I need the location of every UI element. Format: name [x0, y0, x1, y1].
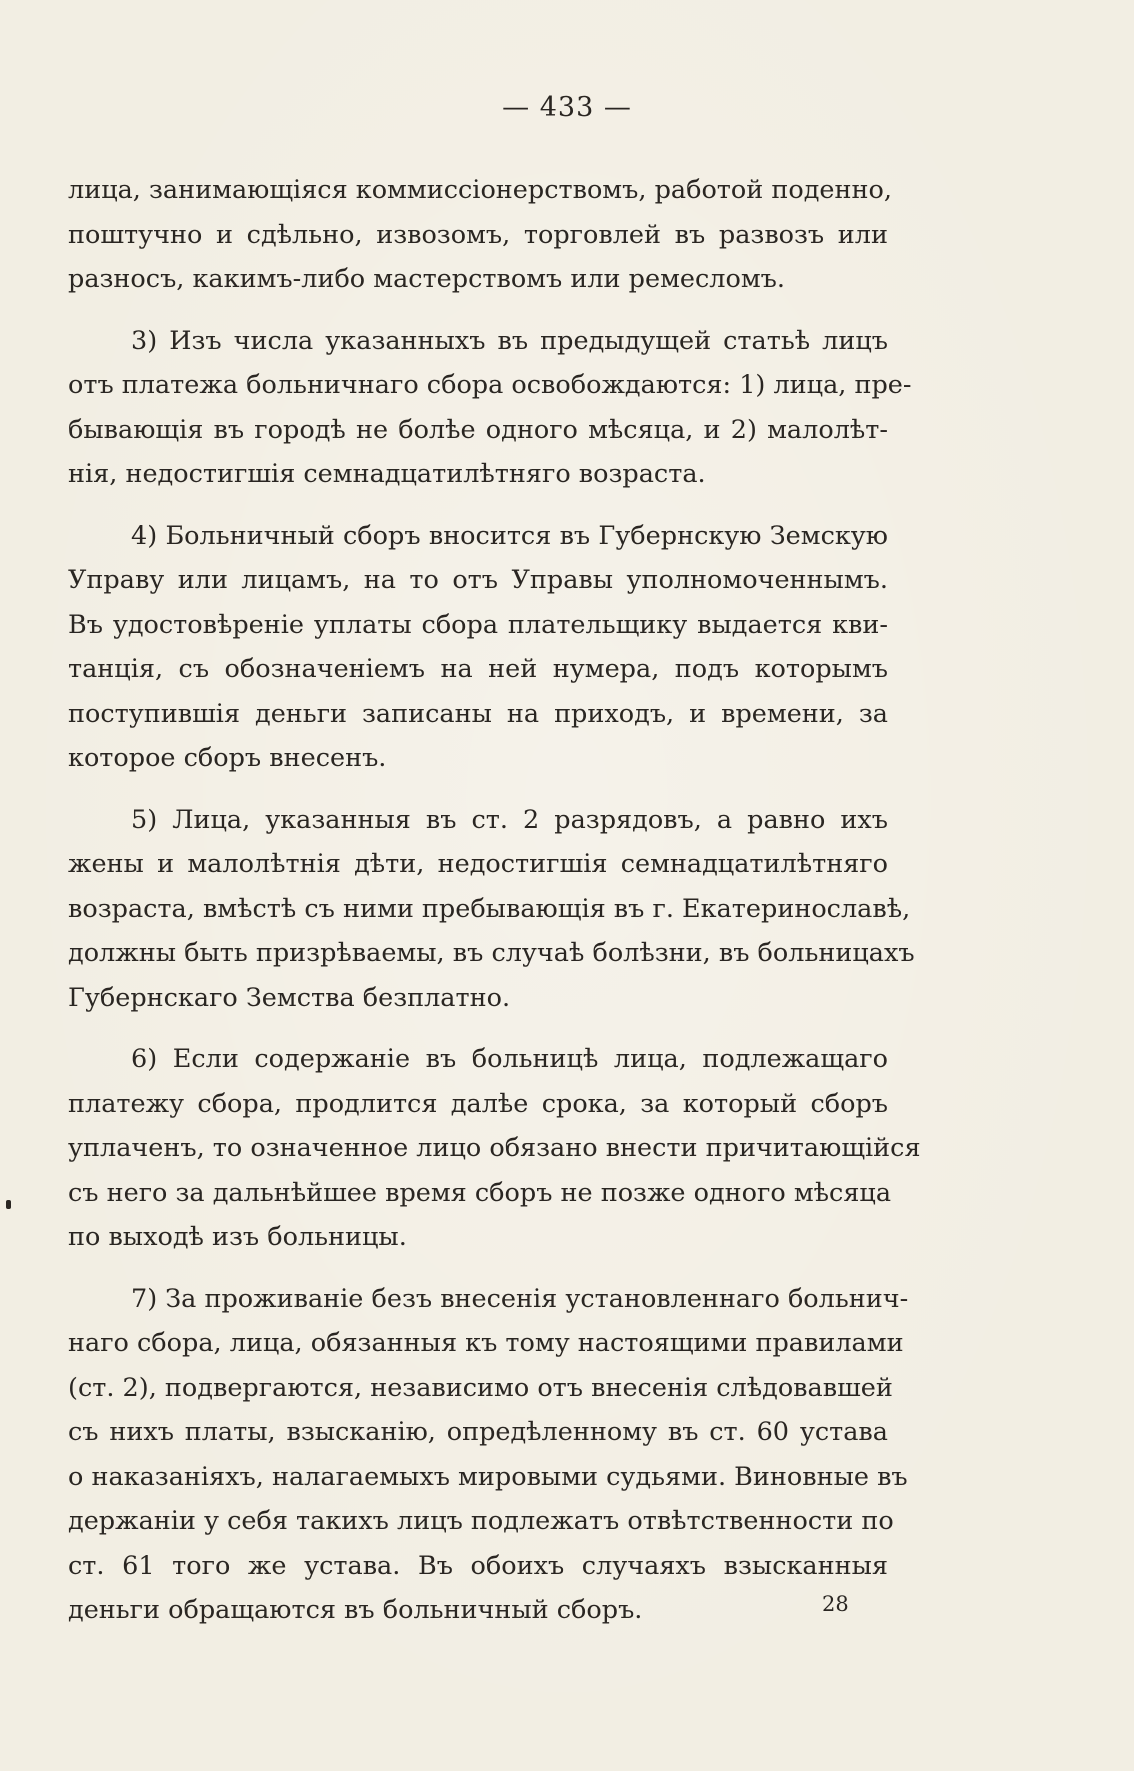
text-line: ст. 61 того же устава. Въ обоихъ случаяхъ взысканныя: [68, 1550, 888, 1581]
text-line: лица, занимающіяся коммиссіонерствомъ, работой поденно,: [68, 175, 892, 205]
page-number: — 433 —: [502, 92, 632, 123]
text-line: по выходѣ изъ больницы.: [68, 1222, 407, 1252]
text-line: 6) Если содержаніе въ больницѣ лица, подлежащаго: [131, 1044, 888, 1074]
text-line: разносъ, какимъ-либо мастерствомъ или ремесломъ.: [68, 264, 785, 294]
text-line: деньги обращаются въ больничный сборъ.: [68, 1595, 643, 1625]
text-line: о наказаніяхъ, налагаемыхъ мировыми судьями. Виновные въ: [68, 1461, 908, 1492]
text-line: 3) Изъ числа указанныхъ въ предыдущей статьѣ лицъ: [131, 325, 888, 356]
text-line: съ нихъ платы, взысканію, опредѣленному въ ст. 60 устава: [68, 1417, 888, 1447]
text-line: должны быть призрѣваемы, въ случаѣ болѣзни, въ больницахъ: [68, 938, 915, 968]
paragraph-7: [68, 1277, 909, 1633]
text-line: нія, недостигшія семнадцатилѣтняго возраста.: [68, 459, 706, 489]
text-line: держаніи у себя такихъ лицъ подлежатъ отвѣтственности по: [68, 1506, 894, 1536]
text-line: (ст. 2), подвергаются, независимо отъ внесенія слѣдовавшей: [68, 1372, 893, 1403]
text-line: Въ удостовѣреніе уплаты сбора плательщику выдается кви-: [68, 609, 888, 640]
paragraph-4: [68, 514, 888, 781]
paragraph-continuation: [68, 168, 892, 302]
printer-signature-mark: 28: [822, 1592, 849, 1616]
text-line: которое сборъ внесенъ.: [68, 743, 387, 773]
text-line: отъ платежа больничнаго сбора освобождаются: 1) лица, пре-: [68, 370, 912, 400]
paragraph-5: [68, 798, 915, 1021]
text-line: возраста, вмѣстѣ съ ними пребывающія въ г. Екатеринославѣ,: [68, 893, 911, 924]
text-line: съ него за дальнѣйшее время сборъ не позже одного мѣсяца: [68, 1177, 892, 1208]
text-line: Управу или лицамъ, на то отъ Управы уполномоченнымъ.: [68, 565, 888, 595]
text-line: поштучно и сдѣльно, извозомъ, торговлей въ развозъ или: [68, 219, 888, 250]
margin-mark: [6, 1200, 11, 1209]
text-line: танція, съ обозначеніемъ на ней нумера, подъ которымъ: [68, 654, 888, 684]
body-text: [68, 168, 921, 1650]
text-line: платежу сбора, продлится далѣе срока, за который сборъ: [68, 1088, 888, 1119]
text-line: наго сбора, лица, обязанныя къ тому настоящими правилами: [68, 1328, 904, 1358]
paragraph-6: [68, 1037, 921, 1260]
text-line: Губернскаго Земства безплатно.: [68, 982, 511, 1013]
text-line: 5) Лица, указанныя въ ст. 2 разрядовъ, а равно ихъ: [131, 804, 888, 835]
text-line: уплаченъ, то означенное лицо обязано внести причитающійся: [68, 1133, 921, 1163]
text-line: 4) Больничный сборъ вносится въ Губернскую Земскую: [131, 520, 888, 551]
text-line: поступившія деньги записаны на приходъ, и времени, за: [68, 698, 888, 729]
text-line: жены и малолѣтнія дѣти, недостигшія семнадцатилѣтняго: [68, 849, 888, 879]
text-line: бывающія въ городѣ не болѣе одного мѣсяца, и 2) малолѣт-: [68, 414, 888, 445]
text-line: 7) За проживаніе безъ внесенія установленнаго больнич-: [131, 1283, 909, 1314]
paragraph-3: [68, 319, 912, 497]
